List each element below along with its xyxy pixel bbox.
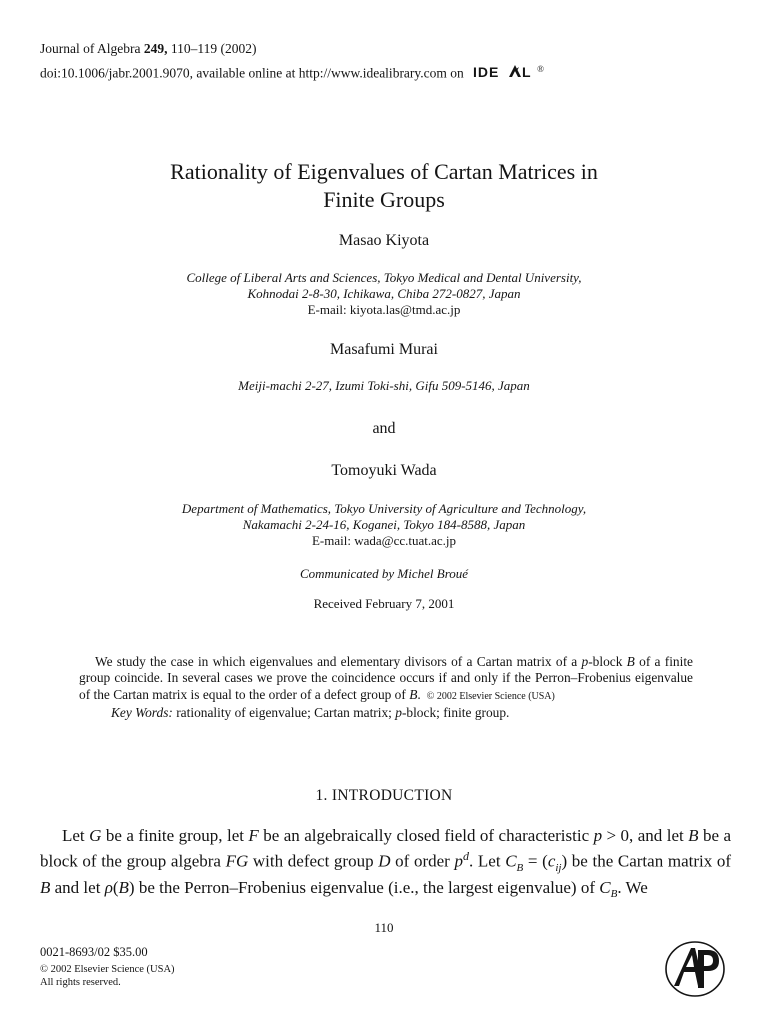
abstract [79,654,693,721]
page-number: 110 [374,920,394,935]
title-line-2: Finite Groups [323,187,445,212]
footer-rights: All rights reserved. [40,977,121,988]
affiliation-line: Department of Mathematics, Tokyo University of Agriculture and Technology, [181,501,587,516]
doi-line [40,60,544,85]
author-affiliation [0,501,768,549]
registered-mark: ® [537,64,545,74]
issn-price: 0021-8693/02 $35.00 [40,945,148,959]
author-name: Tomoyuki Wada [331,462,437,479]
author-separator: and [372,420,396,437]
introduction-paragraph: Let G be a finite group, let F be an algebraically closed field of characteristic p > 0, and let B be a block of the group algebra FG with defect group D of order $p^d$. Let $C_B = (c_{ij})$ be the Cartan matrix of B and let ρ(B) be the Perron–Frobenius eigenvalue (i.e., the largest eigenvalue) of $C_B$. We [40,826,732,901]
abstract-copyright: © 2002 Elsevier Science (USA) [426,690,555,702]
author-name: Masafumi Murai [330,341,438,358]
title-line-1: Rationality of Eigenvalues of Cartan Matrices in [170,159,598,184]
journal-volume: 249, [143,41,168,56]
received-date: Received February 7, 2001 [313,596,455,611]
author-email[interactable]: E-mail: wada@cc.tuat.ac.jp [311,533,457,548]
keywords: Key Words: rationality of eigenvalue; Cartan matrix; p-block; finite group. [111,704,510,720]
author-name: Masao Kiyota [338,232,430,249]
ideal-logo [473,62,537,85]
journal-pages-year: 110–119 (2002) [167,41,257,56]
author-affiliation: Meiji-machi 2-27, Izumi Toki-shi, Gifu 509-5146, Japan [238,378,530,393]
svg-text:IDE: IDE [473,63,500,80]
author-affiliation [0,270,768,318]
footer-info [40,946,175,989]
svg-text:L: L [522,63,531,80]
academic-press-logo [664,940,726,998]
author-email[interactable]: E-mail: kiyota.las@tmd.ac.jp [307,302,461,317]
journal-citation [40,40,256,58]
doi-text[interactable]: doi:10.1006/jabr.2001.9070, available online at http://www.idealibrary.com on [40,65,464,81]
footer-copyright: © 2002 Elsevier Science (USA) [40,964,175,975]
keywords-label: Key Words: [111,704,173,720]
paper-title [0,158,768,214]
communicated-by: Communicated by Michel Broué [299,566,469,581]
abstract-text: We study the case in which eigenvalues and elementary divisors of a Cartan matrix of a p-block B of a finite group coincide. In several cases we prove the coincidence occurs if and only if the Perron–Frobenius eigenvalue of the Cartan matrix is equal to the order of a defect group of B. © 2002 Elsevier Science (USA) [79,654,693,702]
affiliation-line: College of Liberal Arts and Sciences, Tokyo Medical and Dental University, [186,270,582,285]
affiliation-line: Nakamachi 2-24-16, Koganei, Tokyo 184-8588, Japan [242,517,526,532]
affiliation-line: Kohnodai 2-8-30, Ichikawa, Chiba 272-0827, Japan [247,286,521,301]
journal-name: Journal of Algebra [40,41,144,56]
section-heading: 1. INTRODUCTION [315,787,453,804]
